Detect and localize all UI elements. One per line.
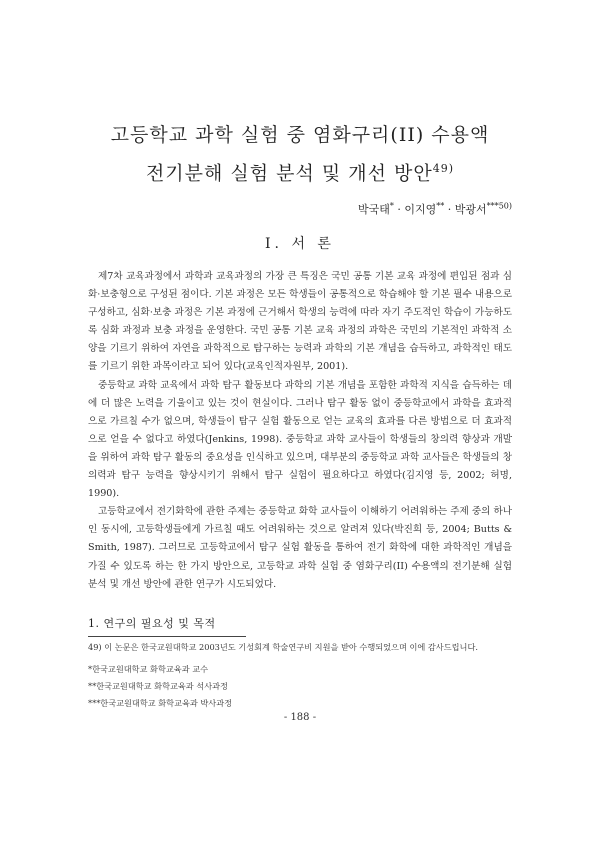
title-line-2 <box>0 152 600 190</box>
footnote-divider <box>88 636 246 637</box>
author-3-mark: ***50) <box>486 201 512 211</box>
section-heading-introduction: I. 서 론 <box>265 236 335 252</box>
paragraph-2: 중등학교 과학 교육에서 과학 탐구 활동보다 과학의 기본 개념을 포함한 과학적 지식을 습득하는 데에 더 많은 노력을 기울이고 있는 것이 현실이다. 그러나 탐구 활동 없이 중등학교에서 과학을 효과적으로 가르칠 수가 없으며, 학생들이 탐구 실험 활동으로 얻는 교육의 효과를 다른 방법으로 더 효과적으로 얻을 수 없다고 하였다(Jenkins, 1998). 중등학교 과학 교사들이 학생들의 창의력 향상과 개발을 위하여 과학 탐구 활동의 중요성을 인식하고 있으며, 대부분의 중등학교 과학 교사들은 학생들의 창의력과 탐구 능력을 향상시키기 위해서 탐구 실험이 필요하다고 하였다(김지영 등, 2002; 허명, 1990). <box>88 379 512 500</box>
page-number: - 188 - <box>283 712 317 723</box>
subsection-heading: 1. 연구의 필요성 및 목적 <box>88 617 216 630</box>
author-line <box>358 201 512 217</box>
author-2: 이지영 <box>404 203 437 216</box>
footnote-funding: 49) 이 논문은 한국교원대학교 2003년도 기성회계 학술연구비 지원을 받아 수행되었으며 이에 감사드립니다. <box>88 642 478 652</box>
author-separator-1: · <box>393 203 405 216</box>
footnote-author-2: **한국교원대학교 화학교육과 석사과정 <box>88 681 228 691</box>
introduction-body <box>88 268 512 594</box>
footnotes <box>88 640 518 713</box>
title-footnote-mark: 49) <box>432 162 455 175</box>
author-separator-2: · <box>444 203 455 216</box>
title-line-2-text: 전기분해 실험 분석 및 개선 방안 <box>145 162 433 185</box>
author-3: 박광서 <box>454 203 487 216</box>
title-line-1: 고등학교 과학 실험 중 염화구리(II) 수용액 <box>110 124 490 146</box>
author-1-mark: * <box>389 201 394 211</box>
paragraph-3: 고등학교에서 전기화학에 관한 주제는 중등학교 화학 교사들이 이해하기 어려워하는 주제 중의 하나인 동시에, 고등학생들에게 가르칠 때도 어려워하는 것으로 알려져 있다(박진희 등, 2004; Butts & Smith, 1987). 그러므로 고등학교에서 탐구 실험 활동을 통하여 전기 화학에 대한 과학적인 개념을 가질 수 있도록 하는 한 가지 방안으로, 고등학교 과학 실험 중 염화구리(II) 수용액의 전기분해 실험 분석 및 개선 방안에 관한 연구가 시도되었다. <box>88 506 512 590</box>
author-1: 박국태 <box>358 203 390 216</box>
paragraph-1: 제7차 교육과정에서 과학과 교육과정의 가장 큰 특징은 국민 공통 기본 교육 과정에 편입된 점과 심화·보충형으로 구성된 점이다. 기본 과정은 모든 학생들이 공통적으로 학습해야 할 기본 필수 내용으로 구성하고, 심화·보충 과정은 기본 과정에 근거해서 학생의 능력에 따라 자기 주도적인 학습이 가능하도록 심화 과정과 보충 과정을 운영한다. 국민 공통 기본 교육 과정의 과학은 국민의 기본적인 과학적 소양을 기르기 위하여 자연을 과학적으로 탐구하는 능력과 과학의 기본 개념을 습득하고, 과학적인 태도를 기르기 위한 과목이라고 되어 있다(교육인적자원부, 2001). <box>88 271 512 373</box>
author-2-mark: ** <box>436 201 445 211</box>
footnote-author-3: ***한국교원대학교 화학교육과 박사과정 <box>88 698 233 708</box>
paper-title <box>0 118 600 190</box>
footnote-author-1: *한국교원대학교 화학교육과 교수 <box>88 664 209 674</box>
